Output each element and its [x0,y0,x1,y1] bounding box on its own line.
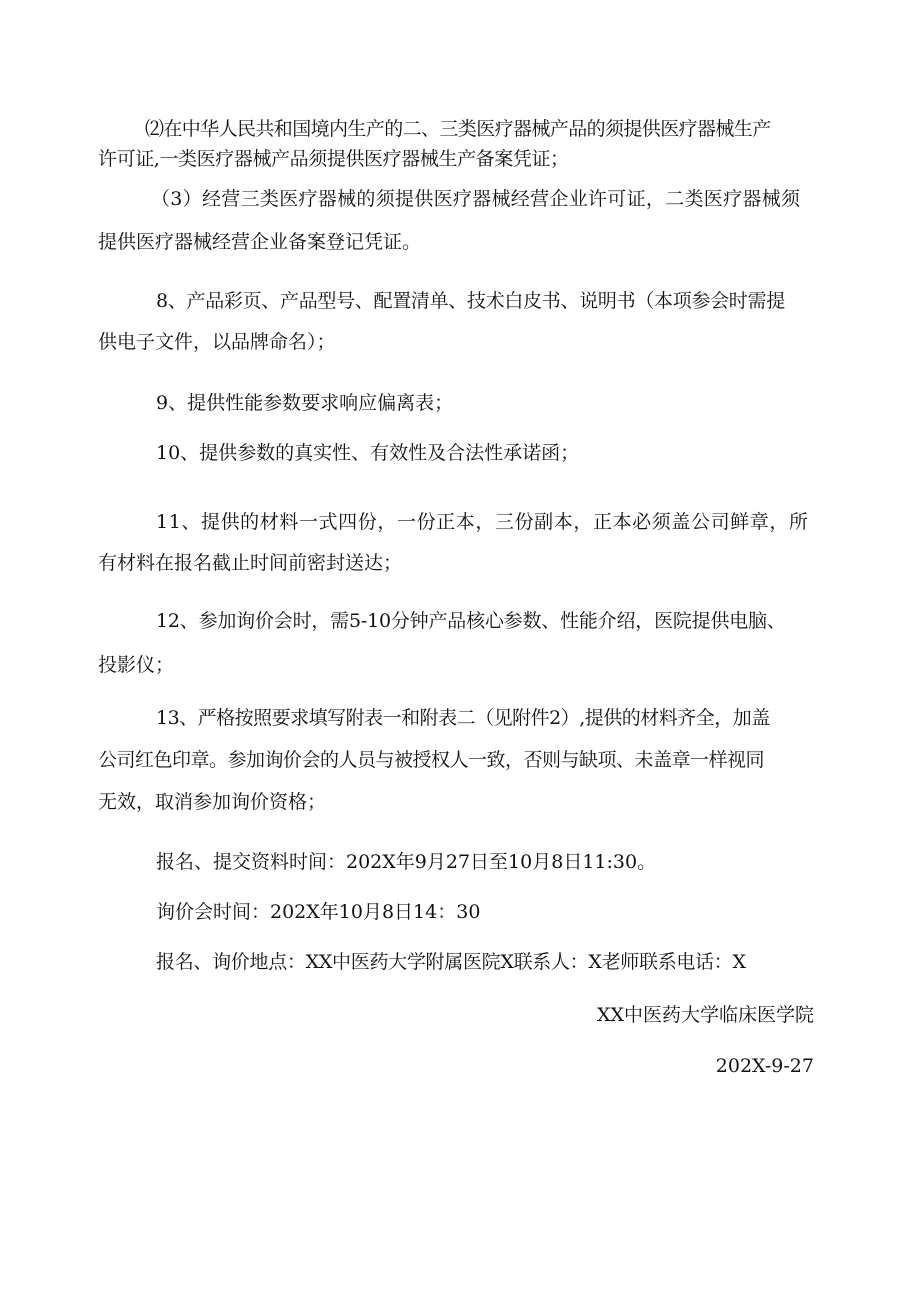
signature-date: 202X-9-27 [715,1055,814,1077]
paragraph-line: 供电子文件，以品牌命名）； [98,331,336,353]
location-contact [98,953,836,972]
paragraph-line: 13、严格按照要求填写附表一和附表二（见附件2）,提供的材料齐全，加盖 [156,707,770,729]
inquiry-meeting-time [98,903,836,922]
paragraph-item-9 [98,394,836,413]
paragraph-line: 11、提供的材料一式四份，一份正本，三份副本，正本必须盖公司鲜章，所 [156,511,809,533]
paragraph-line: 投影仪； [98,654,175,676]
paragraph-item-12 [98,612,836,675]
paragraph-item-11 [98,513,836,573]
paragraph-item-8 [98,292,836,352]
paragraph-line: 报名、提交资料时间：202X年9月27日至10月8日11:30。 [156,851,657,873]
signature-organization: XX中医药大学临床医学院 [596,1004,814,1026]
paragraph-line: 10、提供参数的真实性、有效性及合法性承诺函； [156,442,580,464]
paragraph-line: 9、提供性能参数要求响应偏离表； [156,392,454,414]
paragraph-operating-license [98,190,836,252]
paragraph-line: 提供医疗器械经营企业备案登记凭证。 [98,231,422,253]
paragraph-line: 有材料在报名截止时间前密封送达； [98,552,403,574]
paragraph-line: 8、产品彩页、产品型号、配置清单、技术白皮书、说明书（本项参会时需提 [156,290,785,312]
paragraph-production-license [98,120,836,169]
registration-time [98,853,836,872]
paragraph-item-10 [98,444,836,463]
paragraph-line: 无效，取消参加询价资格； [98,791,327,813]
paragraph-line: 公司红色印章。参加询价会的人员与被授权人一致，否则与缺项、未盖章一样视同 [98,749,765,771]
paragraph-item-13 [98,709,836,812]
paragraph-line: ⑵在中华人民共和国境内生产的二、三类医疗器械产品的须提供医疗器械生产 [145,118,771,140]
paragraph-line: 12、参加询价会时，需5-10分钟产品核心参数、性能介绍，医院提供电脑、 [156,610,786,632]
paragraph-line: 许可证,一类医疗器械产品须提供医疗器械生产备案凭证； [98,148,569,170]
paragraph-line: 询价会时间：202X年10月8日14：30 [156,901,481,923]
paragraph-line: （3）经营三类医疗器械的须提供医疗器械经营企业许可证，二类医疗器械须 [151,188,801,210]
paragraph-line: 报名、询价地点：XX中医药大学附属医院X联系人：X老师联系电话：X [156,951,746,973]
